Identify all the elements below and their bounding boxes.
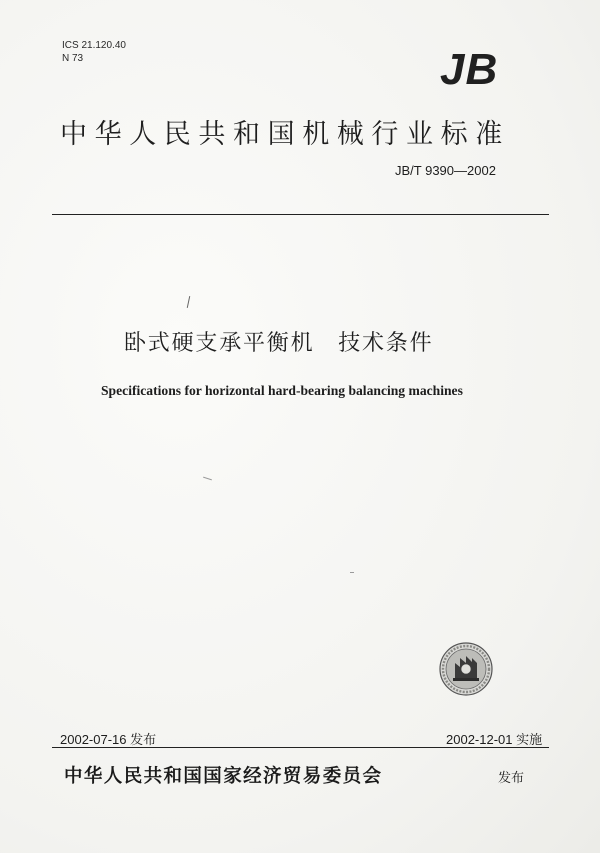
publish-date: 2002-07-16 发布 <box>60 732 157 747</box>
publisher-name: 中华人民共和国国家经济贸易委员会 <box>64 766 383 787</box>
ics-code: ICS 21.120.40 <box>62 40 126 51</box>
scan-speck <box>203 477 212 481</box>
bottom-divider <box>52 747 549 748</box>
top-divider <box>52 214 549 215</box>
publisher-seal-icon <box>438 641 494 697</box>
classification-codes <box>62 39 126 65</box>
ccs-code: N 73 <box>62 53 84 64</box>
publisher-suffix: 发布 <box>498 771 525 786</box>
document-title-english: Specifications for horizontal hard-bearing balancing machines <box>101 383 463 398</box>
issuer-title: 中华人民共和国机械行业标准 <box>60 119 510 150</box>
document-title-chinese: 卧式硬支承平衡机 技术条件 <box>124 331 434 356</box>
implement-date: 2002-12-01 实施 <box>446 732 543 747</box>
jb-logo: JB <box>440 45 499 94</box>
standard-number <box>395 163 496 178</box>
standard-number-text: JB/T 9390—2002 <box>395 163 496 178</box>
scan-mark <box>187 296 190 308</box>
scan-speck <box>350 572 354 573</box>
